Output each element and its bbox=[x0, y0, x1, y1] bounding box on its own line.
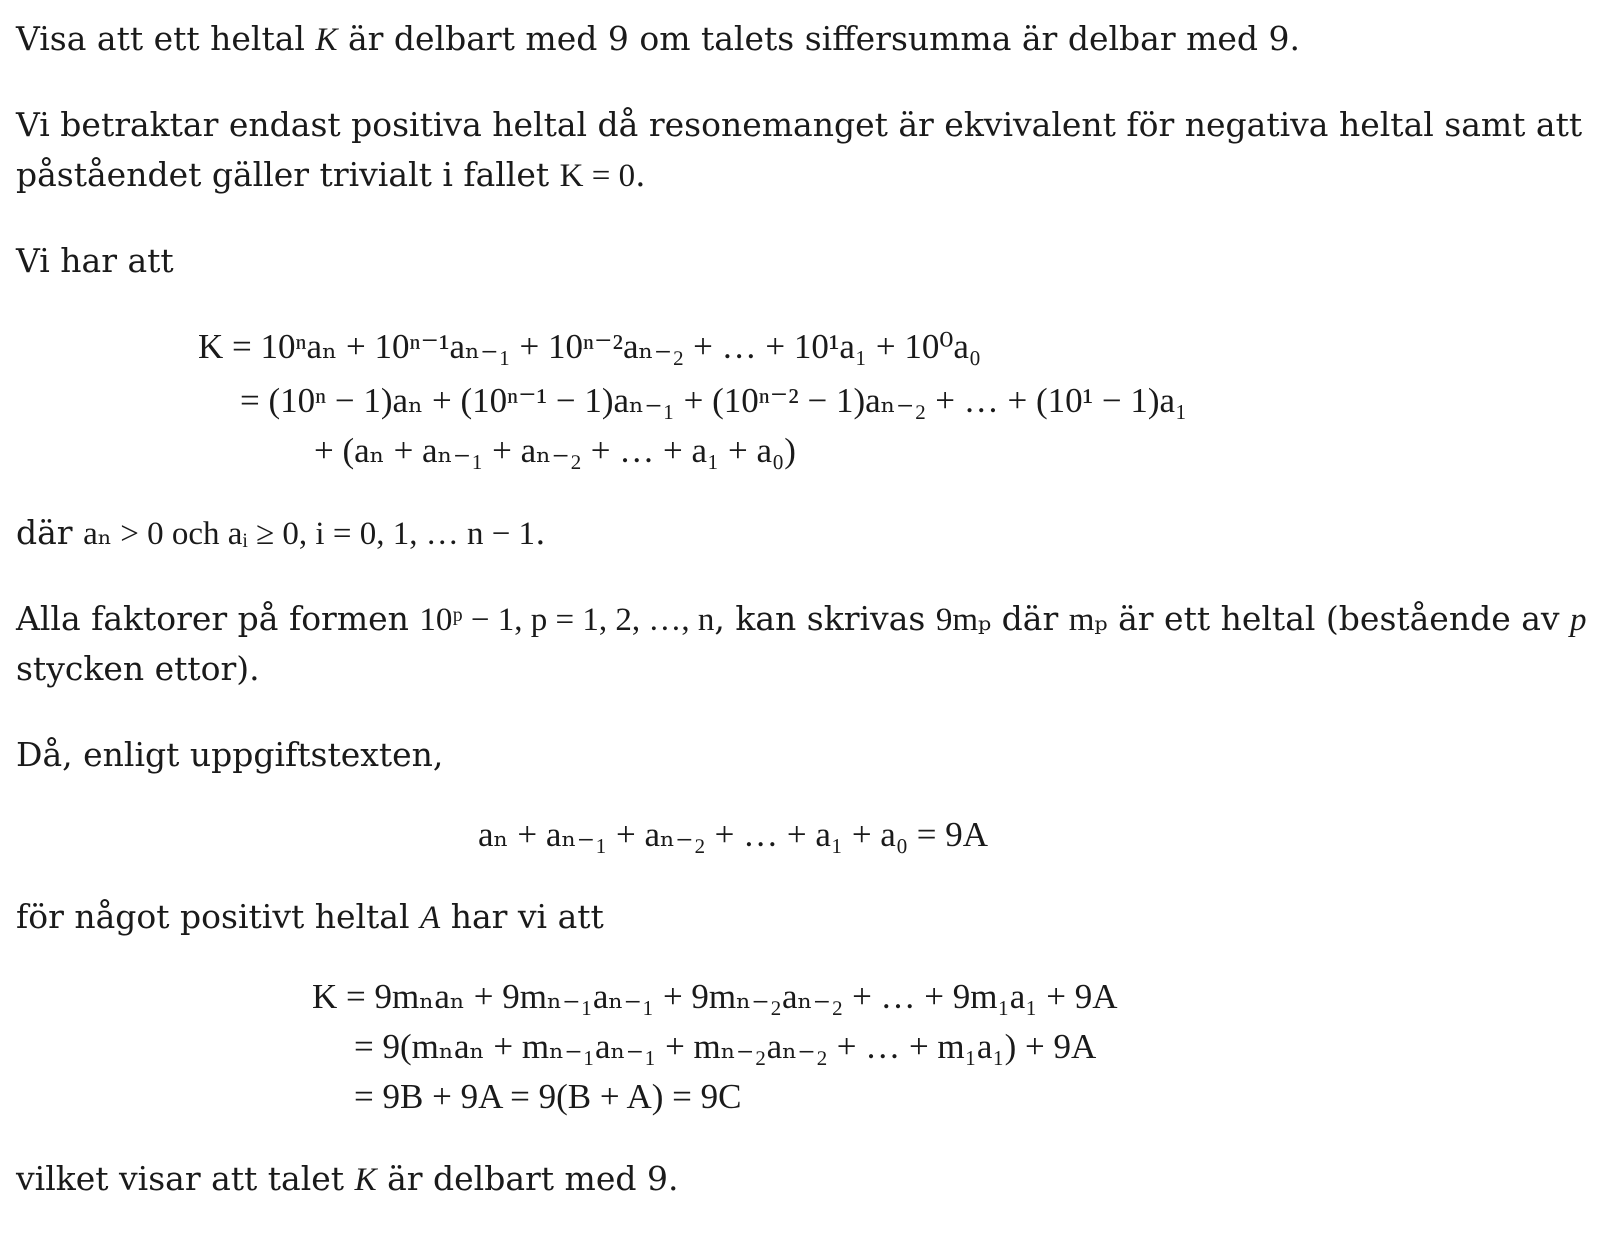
digit-conditions-before: där bbox=[16, 513, 84, 552]
assumption-text-1: Vi betraktar endast positiva heltal då resonemanget är ekvivalent för negativa heltal samt att bbox=[16, 105, 1583, 144]
intro-we-have bbox=[16, 236, 1586, 286]
for-some-integer-after: har vi att bbox=[440, 897, 604, 936]
factor-statement-line-2 bbox=[16, 644, 1586, 694]
assumption-period: . bbox=[635, 155, 646, 194]
conclusion-variable-k: K bbox=[354, 1162, 377, 1198]
factor-text-5: stycken ettor). bbox=[16, 649, 260, 688]
problem-statement-after: är delbart med 9 om talets siffersumma är delbar med 9. bbox=[337, 19, 1301, 58]
eq1-line3: + (aₙ + aₙ₋₁ + aₙ₋₂ + … + a₁ + a₀) bbox=[314, 431, 796, 470]
factor-text-4: är ett heltal (bestående av bbox=[1107, 599, 1571, 638]
problem-statement-before: Visa att ett heltal bbox=[16, 19, 316, 58]
factor-text-1: Alla faktorer på formen bbox=[16, 599, 420, 638]
conclusion-before: vilket visar att talet bbox=[16, 1159, 355, 1198]
assumption-math: K = 0 bbox=[559, 158, 636, 194]
eq3-line2: = 9(mₙaₙ + mₙ₋₁aₙ₋₁ + mₙ₋₂aₙ₋₂ + … + m₁a₁) + 9A bbox=[354, 1027, 1097, 1066]
digit-conditions-after: . bbox=[535, 513, 546, 552]
for-some-integer bbox=[16, 892, 1586, 943]
assumption-line-1 bbox=[16, 100, 1586, 150]
equation-expansion-line-1 bbox=[198, 322, 981, 372]
eq1-line1: K = 10ⁿaₙ + 10ⁿ⁻¹aₙ₋₁ + 10ⁿ⁻²aₙ₋₂ + … + 10¹a₁ + 10⁰a₀ bbox=[198, 327, 982, 366]
eq2-line1: aₙ + aₙ₋₁ + aₙ₋₂ + … + a₁ + a₀ = 9A bbox=[478, 815, 989, 854]
equation-final-line-3 bbox=[354, 1072, 741, 1122]
variable-a: A bbox=[420, 900, 441, 936]
intro-we-have-text: Vi har att bbox=[16, 241, 174, 280]
digit-conditions bbox=[16, 508, 1586, 559]
given-statement bbox=[16, 730, 1586, 780]
factor-statement-line-1 bbox=[16, 594, 1586, 645]
factor-text-2: , kan skrivas bbox=[714, 599, 936, 638]
factor-math-4: p bbox=[1570, 602, 1587, 638]
factor-math-2: 9mₚ bbox=[935, 602, 992, 638]
equation-digit-sum bbox=[478, 810, 988, 860]
equation-final-line-2 bbox=[354, 1022, 1096, 1072]
for-some-integer-before: för något positivt heltal bbox=[16, 897, 421, 936]
digit-conditions-math: aₙ > 0 och aᵢ ≥ 0, i = 0, 1, … n − 1 bbox=[83, 516, 536, 552]
eq3-line1: K = 9mₙaₙ + 9mₙ₋₁aₙ₋₁ + 9mₙ₋₂aₙ₋₂ + … + 9m₁a₁ + 9A bbox=[312, 977, 1118, 1016]
eq3-line3: = 9B + 9A = 9(B + A) = 9C bbox=[354, 1077, 742, 1116]
eq1-line2: = (10ⁿ − 1)aₙ + (10ⁿ⁻¹ − 1)aₙ₋₁ + (10ⁿ⁻² − 1)aₙ₋₂ + … + (10¹ − 1)a₁ bbox=[240, 381, 1188, 420]
factor-text-3: där bbox=[991, 599, 1069, 638]
equation-final-line-1 bbox=[312, 972, 1117, 1022]
variable-k: K bbox=[315, 22, 338, 58]
given-statement-text: Då, enligt uppgiftstexten, bbox=[16, 735, 444, 774]
conclusion-after: är delbart med 9. bbox=[376, 1159, 679, 1198]
equation-expansion-line-3 bbox=[314, 426, 796, 476]
problem-statement bbox=[16, 14, 1586, 65]
conclusion bbox=[16, 1154, 1586, 1205]
assumption-text-2: påståendet gäller trivialt i fallet bbox=[16, 155, 560, 194]
equation-expansion-line-2 bbox=[240, 376, 1187, 426]
factor-math-3: mₚ bbox=[1068, 602, 1108, 638]
factor-math-1: 10ᵖ − 1, p = 1, 2, …, n bbox=[419, 602, 715, 638]
assumption-line-2 bbox=[16, 150, 1586, 201]
